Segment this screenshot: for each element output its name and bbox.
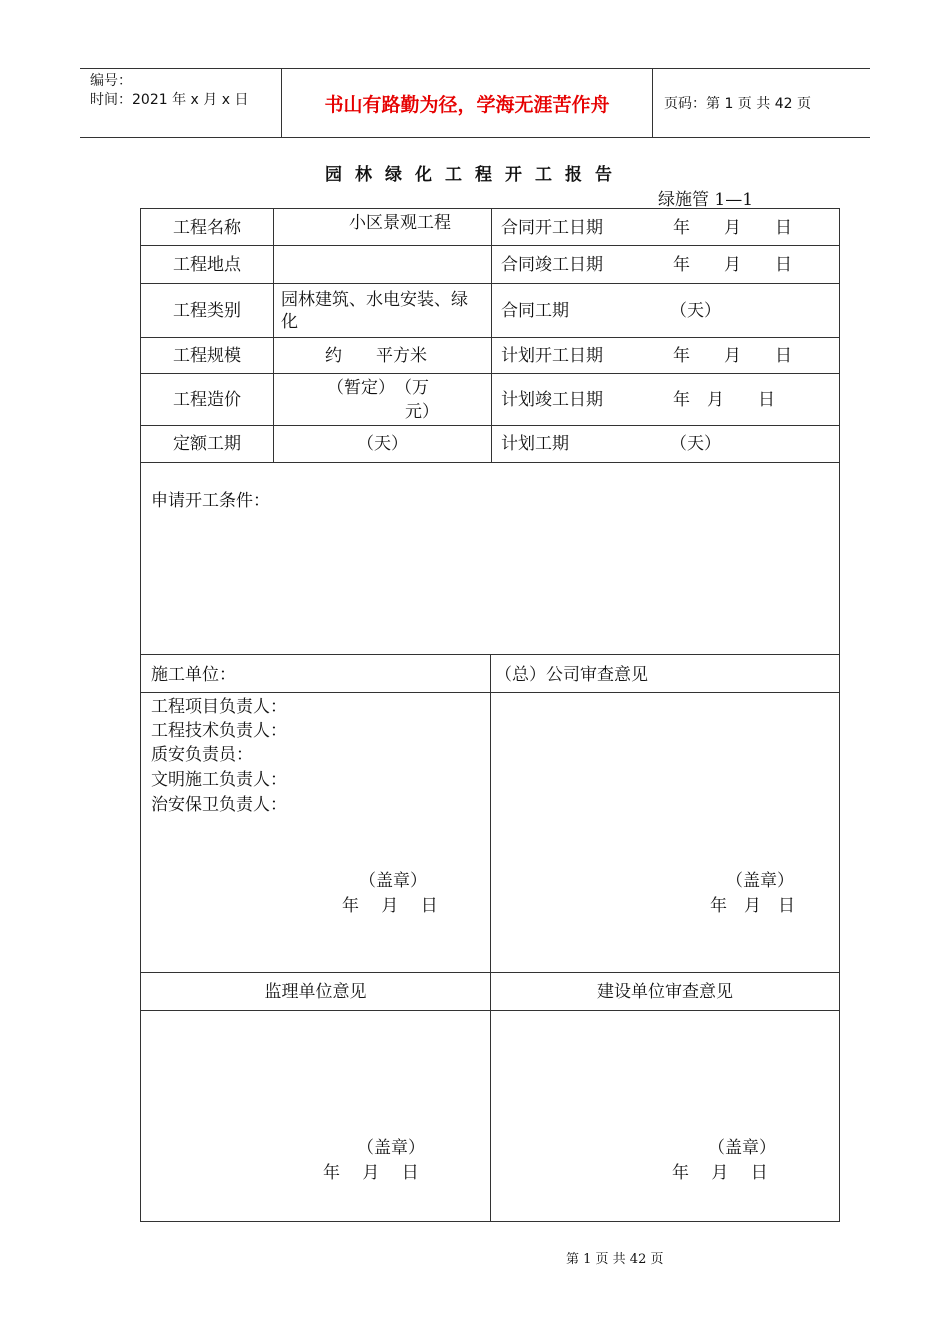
label-planned-end: 计划竣工日期 [501,389,603,410]
supervision-date: 年 月 日 [323,1163,419,1183]
slogan: 书山有路勤为径，学海无涯苦作舟 [324,93,610,116]
value-project-type: 园林建筑、水电安装、绿化 [281,289,468,332]
construction-date: 年 月 日 [342,896,438,916]
value-planned-start: 年 月 日 [673,345,792,366]
label-project-type: 工程类别 [173,300,241,321]
label-planned-period: 计划工期 [501,434,569,454]
person-quality-safety: 质安负责员： [151,745,253,765]
label-contract-period: 合同工期 [501,300,569,321]
label-project-name: 工程名称 [173,217,241,238]
header-slogan-cell [282,69,653,137]
value-quota-period: （天） [357,434,408,454]
person-tech-lead: 工程技术负责人： [151,721,287,741]
value-contract-start: 年 月 日 [673,217,792,238]
value-planned-end: 年 月 日 [673,389,775,410]
time-label: 时间：2021 年 x 月 x 日 [90,92,249,108]
page-footer: 第 1 页 共 42 页 [566,1252,664,1267]
construction-unit-label: 施工单位： [151,665,236,685]
label-quota-period: 定额工期 [173,434,241,454]
value-project-cost-line1: （暂定） （万 [327,378,429,398]
value-project-scale: 约 平方米 [325,345,427,366]
label-contract-start: 合同开工日期 [501,217,603,238]
label-project-location: 工程地点 [173,254,241,275]
supervision-label: 监理单位意见 [264,981,367,1002]
value-planned-period: （天） [670,434,721,454]
value-contract-end: 年 月 日 [673,254,792,275]
page-info: 页码：第 1 页 共 42 页 [664,96,811,112]
page-title: 园林绿化工程开工报告 [325,165,625,185]
owner-date: 年 月 日 [672,1163,768,1183]
doc-code: 绿施管 1—1 [658,190,754,210]
value-project-cost-line2: 元） [405,402,439,422]
label-planned-start: 计划开工日期 [501,345,603,366]
company-seal: （盖章） [726,871,794,891]
value-project-name: 小区景观工程 [349,213,451,233]
company-date: 年 月 日 [710,896,795,916]
number-label: 编号： [90,73,132,89]
value-contract-period: （天） [670,300,721,321]
header-meta [80,69,282,137]
owner-review-label: 建设单位审查意见 [597,981,733,1002]
supervision-seal: （盖章） [357,1138,425,1158]
label-project-scale: 工程规模 [173,345,241,366]
report-form [140,208,840,1222]
conditions-label: 申请开工条件： [151,491,270,511]
person-security-lead: 治安保卫负责人： [151,795,287,815]
person-project-lead: 工程项目负责人： [151,697,287,717]
label-contract-end: 合同竣工日期 [501,254,603,275]
company-review-label: （总）公司审查意见 [495,665,648,685]
label-project-cost: 工程造价 [173,389,241,410]
document-header [80,68,870,138]
construction-seal: （盖章） [359,871,427,891]
person-civilized-construction: 文明施工负责人： [151,770,287,790]
owner-seal: （盖章） [708,1138,776,1158]
